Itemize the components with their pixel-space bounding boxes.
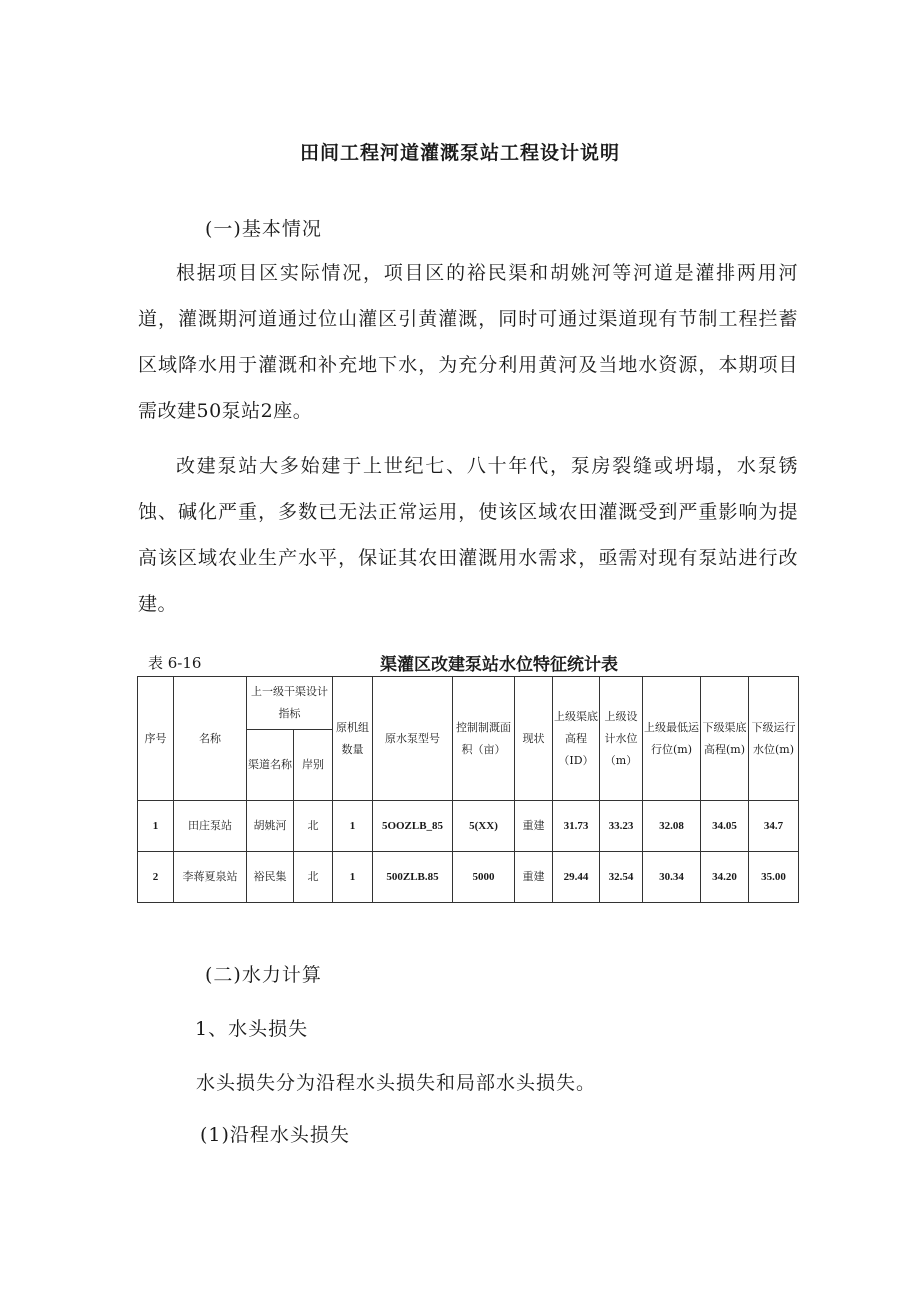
cell-units: 1 [333, 801, 373, 852]
header-upper-design: 上级设计水位（m） [600, 677, 643, 801]
table-number: 表 6-16 [148, 654, 202, 672]
table-row [138, 801, 799, 852]
cell-upper-design: 32.54 [600, 852, 643, 903]
cell-name: 李蒋夏泉站 [174, 852, 247, 903]
subheading-head-loss: 1、水头损失 [195, 1018, 309, 1040]
cell-channel: 裕民集 [247, 852, 294, 903]
header-upper-bottom: 上级渠底高程（ID） [553, 677, 600, 801]
cell-model: 5OOZLB_85 [373, 801, 453, 852]
section-heading-basic: (一)基本情况 [205, 218, 322, 240]
cell-upper-bottom: 31.73 [553, 801, 600, 852]
cell-status: 重建 [515, 852, 553, 903]
header-lower-bottom: 下级渠底高程(m) [701, 677, 749, 801]
cell-bank: 北 [294, 852, 333, 903]
cell-bank: 北 [294, 801, 333, 852]
cell-model: 500ZLB.85 [373, 852, 453, 903]
pump-station-table [137, 676, 799, 903]
cell-seq: 2 [138, 852, 174, 903]
header-lower-level: 下级运行水位(m) [749, 677, 799, 801]
paragraph-renovation-reason: 改建泵站大多始建于上世纪七、八十年代，泵房裂缝或坍塌，水泵锈蚀、碱化严重，多数已无法正常运用，使该区域农田灌溉受到严重影响为提高该区域农业生产水平，保证其农田灌溉用水需求，亟需对现有泵站进行改建。 [138, 455, 798, 615]
paragraph-basic-situation: 根据项目区实际情况，项目区的裕民渠和胡姚河等河道是灌排两用河道，灌溉期河道通过位山灌区引黄灌溉，同时可通过渠道现有节制工程拦蓄区域降水用于灌溉和补充地下水，为充分利用黄河及当地水资源，本期项目需改建50泵站2座。 [138, 262, 798, 422]
paragraph-head-loss: 水头损失分为沿程水头损失和局部水头损失。 [196, 1072, 597, 1094]
header-pump-model: 原水泵型号 [373, 677, 453, 801]
header-area: 控制制溉面积（亩） [453, 677, 515, 801]
header-name: 名称 [174, 677, 247, 801]
header-bank: 岸别 [294, 730, 333, 801]
cell-units: 1 [333, 852, 373, 903]
cell-upper-design: 33.23 [600, 801, 643, 852]
header-status: 现状 [515, 677, 553, 801]
cell-status: 重建 [515, 801, 553, 852]
table-row [138, 852, 799, 903]
cell-lower-bottom: 34.20 [701, 852, 749, 903]
header-units: 原机组数量 [333, 677, 373, 801]
cell-lower-level: 34.7 [749, 801, 799, 852]
header-upper-group: 上一级干渠设计指标 [247, 677, 333, 730]
cell-area: 5000 [453, 852, 515, 903]
header-seq: 序号 [138, 677, 174, 801]
section-heading-hydraulic: (二)水力计算 [205, 964, 322, 986]
subheading-friction-loss: (1)沿程水头损失 [200, 1124, 350, 1146]
page-title: 田间工程河道灌溉泵站工程设计说明 [299, 142, 620, 164]
cell-name: 田庄泵站 [174, 801, 247, 852]
cell-upper-min: 32.08 [643, 801, 701, 852]
cell-seq: 1 [138, 801, 174, 852]
cell-area: 5(XX) [453, 801, 515, 852]
header-upper-min: 上级最低运行位(m) [643, 677, 701, 801]
cell-lower-bottom: 34.05 [701, 801, 749, 852]
cell-upper-min: 30.34 [643, 852, 701, 903]
cell-upper-bottom: 29.44 [553, 852, 600, 903]
header-channel-name: 渠道名称 [247, 730, 294, 801]
cell-channel: 胡姚河 [247, 801, 294, 852]
cell-lower-level: 35.00 [749, 852, 799, 903]
table-title: 渠灌区改建泵站水位特征统计表 [380, 655, 618, 675]
